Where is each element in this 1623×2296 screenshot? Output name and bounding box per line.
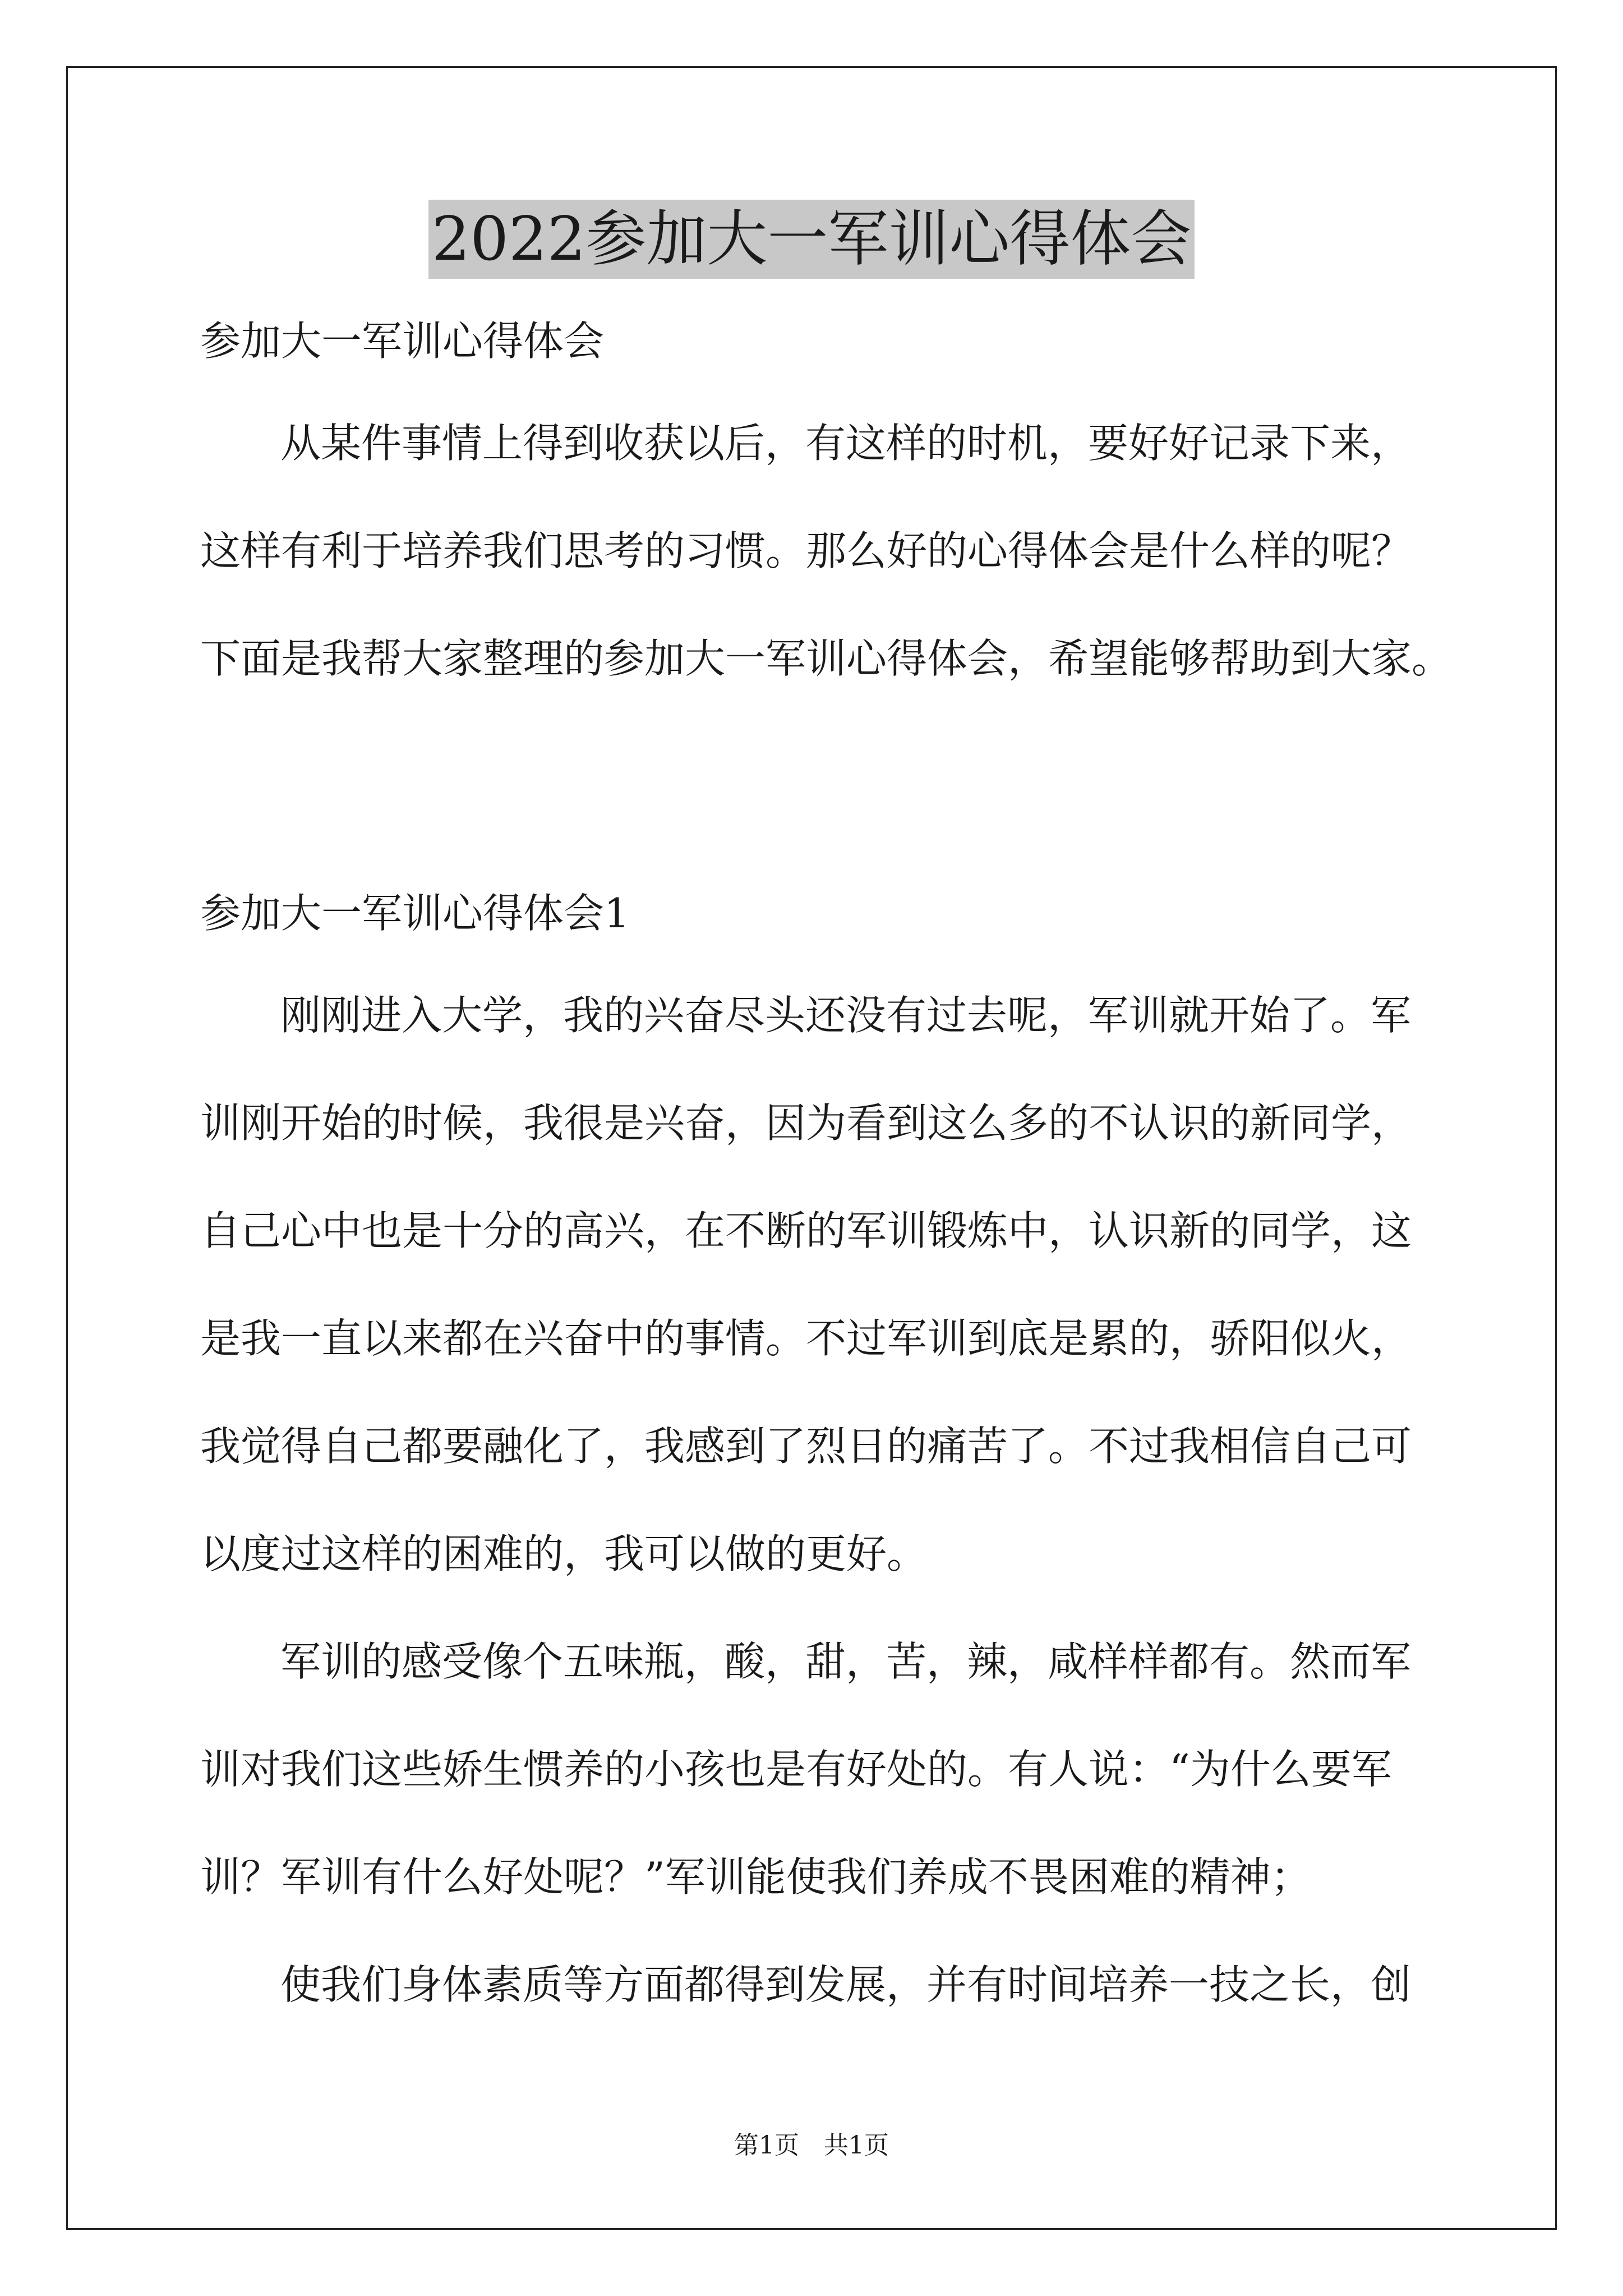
body-line-1: 刚刚进入大学，我的兴奋尽头还没有过去呢，军训就开始了。军 [280, 992, 1412, 1039]
body-line-5: 我觉得自己都要融化了，我感到了烈日的痛苦了。不过我相信自己可 [200, 1423, 1412, 1470]
body-line-9: 训？军训有什么好处呢？”军训能使我们养成不畏困难的精神； [200, 1853, 1311, 1901]
body-line-6: 以度过这样的困难的，我可以做的更好。 [200, 1530, 928, 1577]
intro-line-3: 下面是我帮大家整理的参加大一军训心得体会，希望能够帮助到大家。 [200, 635, 1453, 682]
section-heading: 参加大一军训心得体会1 [200, 890, 630, 937]
page-footer: 第1页 共1页 [734, 2131, 889, 2160]
intro-line-2: 这样有利于培养我们思考的习惯。那么好的心得体会是什么样的呢？ [200, 527, 1412, 574]
body-line-3: 自己心中也是十分的高兴，在不断的军训锻炼中，认识新的同学，这 [200, 1207, 1412, 1254]
body-line-4: 是我一直以来都在兴奋中的事情。不过军训到底是累的，骄阳似火， [200, 1315, 1412, 1362]
body-line-7: 军训的感受像个五味瓶，酸，甜，苦，辣，咸样样都有。然而军 [280, 1638, 1412, 1685]
body-line-10: 使我们身体素质等方面都得到发展，并有时间培养一技之长，创 [280, 1961, 1412, 2008]
document-title [0, 197, 1623, 282]
body-line-8: 训对我们这些娇生惯养的小孩也是有好处的。有人说：“为什么要军 [200, 1746, 1392, 1793]
subtitle: 参加大一军训心得体会 [200, 318, 605, 365]
document-title-text: 2022参加大一军训心得体会 [428, 200, 1195, 279]
body-line-2: 训刚开始的时候，我很是兴奋，因为看到这么多的不认识的新同学， [200, 1099, 1412, 1147]
intro-line-1: 从某件事情上得到收获以后，有这样的时机，要好好记录下来， [280, 420, 1412, 467]
